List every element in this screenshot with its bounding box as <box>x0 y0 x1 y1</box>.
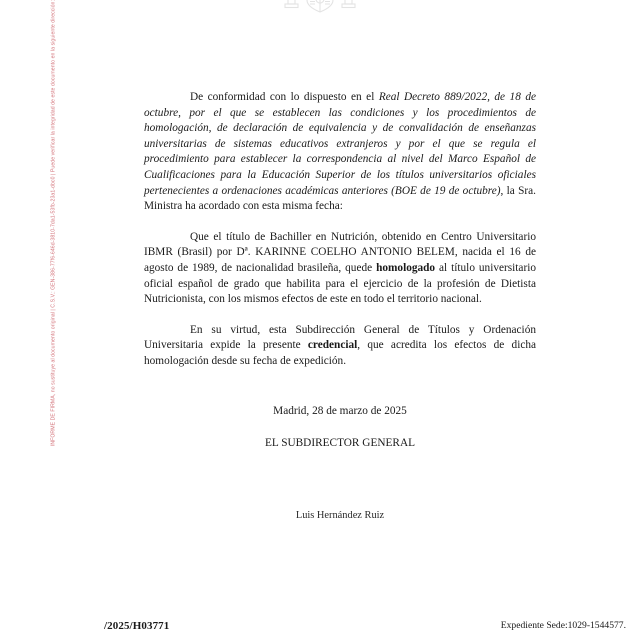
document-footer <box>0 610 640 632</box>
footer-file-reference: /2025/H03771 <box>104 620 170 632</box>
paragraph-2-part-2: al título universitario oficial español de grado que habilita para el ejercicio de la profesión de Dietista Nutricionista, con los mismos efectos de este en todo el territorio nacional. <box>144 261 537 306</box>
paragraph-3-part-1: En su virtud, esta Subdirección General de Títulos y Ordenación Universitaria expide la presente <box>144 323 536 352</box>
paragraph-3-part-2: , que acredita los efectos de dicha homologación desde su fecha de expedición. <box>144 339 537 367</box>
signature-verification-stripe <box>47 0 61 520</box>
footer-record-reference: Expediente Sede:1029-1544577. <box>500 620 626 631</box>
paragraph-homologation-resolution <box>144 230 536 308</box>
paragraph-1-tail: , la Sra. Ministra ha acordado con esta misma fecha: <box>144 184 536 213</box>
signer-name: Luis Hernández Ruiz <box>295 509 385 521</box>
spacer-5 <box>144 452 536 510</box>
paragraph-1-decree-citation: Real Decreto 889/2022, de 18 de octubre, por el que se establecen las condiciones y los procedimientos de homologación, de declaración de equivalencia y de convalidación de enseñanzas universitarias de sistemas educativos extranjeros y por el que se regula el procedimiento para establecer la correspondencia al nivel del Marco Español de Cualificaciones para la Educación Superior de los títulos universitarios oficiales pertenecientes a ordenaciones académicas anteriores (BOE de 19 de octubre) <box>144 91 536 197</box>
paragraph-legal-basis <box>144 90 536 215</box>
paragraph-2-emphasis-homologado: homologado <box>376 261 436 274</box>
paragraph-3-emphasis-credencial: credencial <box>307 339 358 352</box>
place-and-date: Madrid, 28 de marzo de 2025 <box>273 404 407 417</box>
spacer-4 <box>144 419 536 436</box>
csv-verification-text: INFORME DE FIRMA, no sustituye al documento original | C.S.V.: GEN-386-77f6-646d-3810-7da1-53fb-23a1-dbc0 | Puede verificar la integridad de este documento en la siguiente dirección: <box>50 0 57 447</box>
spacer-2 <box>144 308 536 323</box>
header-emblem-container <box>0 0 640 20</box>
paragraph-credential-issue <box>144 323 536 370</box>
document-body <box>144 90 536 521</box>
paragraph-1-lead: De conformidad con lo dispuesto en el <box>190 91 379 103</box>
spanish-coat-of-arms-icon <box>274 0 366 20</box>
signer-title: EL SUBDIRECTOR GENERAL <box>265 437 415 450</box>
spacer-3 <box>144 370 536 404</box>
spacer-1 <box>144 215 536 230</box>
paragraph-2-part-1: Que el título de Bachiller en Nutrición, obtenido en Centro Universitario IBMR (Brasil) por Dª. KARINNE COELHO ANTONIO BELEM, nacida el 16 de agosto de 1989, de nacionalidad brasileña, quede <box>144 230 536 274</box>
